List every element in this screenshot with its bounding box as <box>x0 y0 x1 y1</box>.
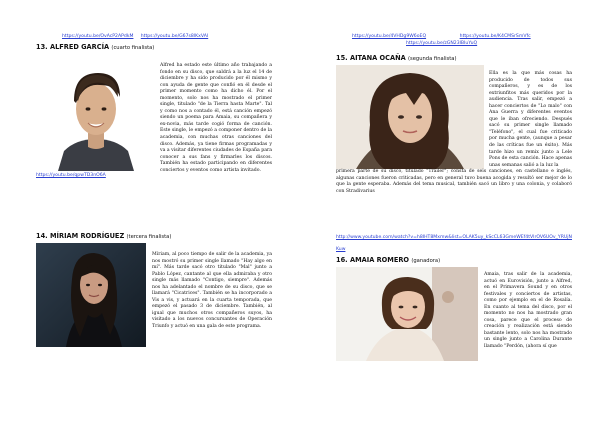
section-16-text-side <box>484 272 572 351</box>
invited-artist-link[interactable]: https://youtu.be/qpwTD3nO6A <box>36 173 106 178</box>
section-13-text-full <box>36 173 272 180</box>
right-top-links-2 <box>406 41 477 47</box>
section-16-subtitle: (ganadora) <box>411 258 441 264</box>
right-top-links <box>352 34 531 40</box>
miriam-photo <box>36 243 146 347</box>
section-15-link-wrap <box>336 230 572 253</box>
amaia-photo <box>336 267 478 361</box>
section-title-amaia <box>336 256 440 265</box>
alfred-photo <box>36 55 154 171</box>
section-14-text-side <box>152 252 272 331</box>
section-13-subtitle: (cuarto finalista) <box>111 45 155 51</box>
miriam-side-para: Míriam, al poco tiempo de salir de la academia, ya nos mostró su primer single llamado "Hay algo en mí". Más tarde sacó otro titulado "Mal" junto a Pablo López, cantante al que ella admiraba y otro single más llamado "Contigo, siempre". Además nos ha adelantado el nombre de su disco, que se llamará "Cicatrices". También se ha incorporado a Vis a vis, y actuará en la cuarta temporada, que empezó el pasado 3 de diciembre. También, al igual que muchos otros compañeros suyos, ha visitado a los nuevos concursantes de Operación Triunfo y actuó en una gala de este programa. <box>152 252 272 330</box>
youtube-link-1[interactable]: https://youtu.be/OvAcP2APdkM <box>62 34 134 39</box>
youtube-link-3[interactable]: https://youtu.be/4VHDg9W6oEQ <box>352 34 427 39</box>
section-14-title: 14. MÍRIAM RODRÍGUEZ <box>36 232 125 240</box>
section-15-subtitle: (segunda finalista) <box>408 56 457 62</box>
section-15-text-full <box>336 169 572 195</box>
section-title-miriam <box>36 232 171 241</box>
youtube-link-4[interactable]: https://youtu.be/K4CMSrSmVfc <box>459 34 531 39</box>
section-15-text-side <box>489 71 572 169</box>
aitana-photo <box>336 65 484 169</box>
section-title-aitana <box>336 54 456 63</box>
stradivarius-link[interactable]: http://www.youtube.com/watch?v=h8IHT8Mxmw&list=OLAK5uy_kScCL63GmeWEf4tVlrOV6UOv_YRUjNKuw <box>336 235 572 252</box>
section-15-title: 15. AITANA OCAÑA <box>336 54 406 62</box>
section-14-subtitle: (tercera finalista) <box>126 234 172 240</box>
alfred-side-para: Alfred ha estado este último año trabajando a fondo en su disco, que saldrá a la luz el 14 de diciembre y ha sido producido por él mismo y con ayuda de gente que confió en él desde el primer momento como ha dicho él. Por el momento, solo nos ha mostrado el primer single, titulado "de la Tierra hasta Marte". Tal y como nos a contado él, está canción empezó siendo un poema para Amaia, su compañera y ex-novia, más tarde cogió forma de canción. Este single, le empezó a componer dentro de la academia, con muchas otras canciones del disco. Además, ya tiene firmas programadas y va a visitar diferentes ciudades de España para conocer a sus fans y firmarles los discos. También ha estado participando en diferentes conciertos y eventos como artista invitado. <box>160 63 272 173</box>
section-13-title: 13. ALFRED GARCÍA <box>36 43 110 51</box>
amaia-side-para: Amaia, tras salir de la academia, actuó en Eurovisión, junto a Alfred, en el Primavera Sound y en otros festivales y conciertos de artistas, como por ejemplo en el de Rosalía. En cuanto al tema del disco, por el momento no nos ha mostrado gran cosa, parece que el proceso de creación y realización está siendo bastante lento, solo nos ha mostrado un single junto a Carolina Durante llamado "Perdón, (ahora sí que <box>484 272 572 350</box>
youtube-link-2[interactable]: https://youtu.be/G67s8lKxVAI <box>140 34 209 39</box>
youtube-link-5[interactable]: https://youtu.be/zGN23lBIuYuQ <box>406 41 478 46</box>
left-top-links <box>62 34 208 40</box>
aitana-side-para: Ella es la que más cosas ha producido de todos sus compañeros, y es de los extriunfitos más queridos por la audiencia. Tras salir, empezó a hacer conciertos de "Lo malo" con Ana Guerra y diferentes eventos que le iban ofreciendo. Después sacó su primer single llamado "Teléfono", el cual fue criticado por mucha gente, (aunque a pesar de las críticas fue un éxito). Más tarde hizo un remix junto a Lele Pons de esta canción. Hace apenas unas semanas salió a la luz la <box>489 71 572 168</box>
section-13-text-side <box>160 63 272 174</box>
aitana-full-para: primera parte de su disco, titulado "Tráiler"; consta de seis canciones, en castellano e inglés, algunas canciones fueron criticadas, pero en general tuvo buena acogida y resultó ser mejor de lo que la gente esperaba. Además del tema musical, también sacó un libro y una colonia, y colaboró con Stradivarius <box>336 169 572 194</box>
section-title-alfred <box>36 43 154 52</box>
section-16-title: 16. AMAIA ROMERO <box>336 256 410 264</box>
alfred-full-para <box>36 173 272 180</box>
